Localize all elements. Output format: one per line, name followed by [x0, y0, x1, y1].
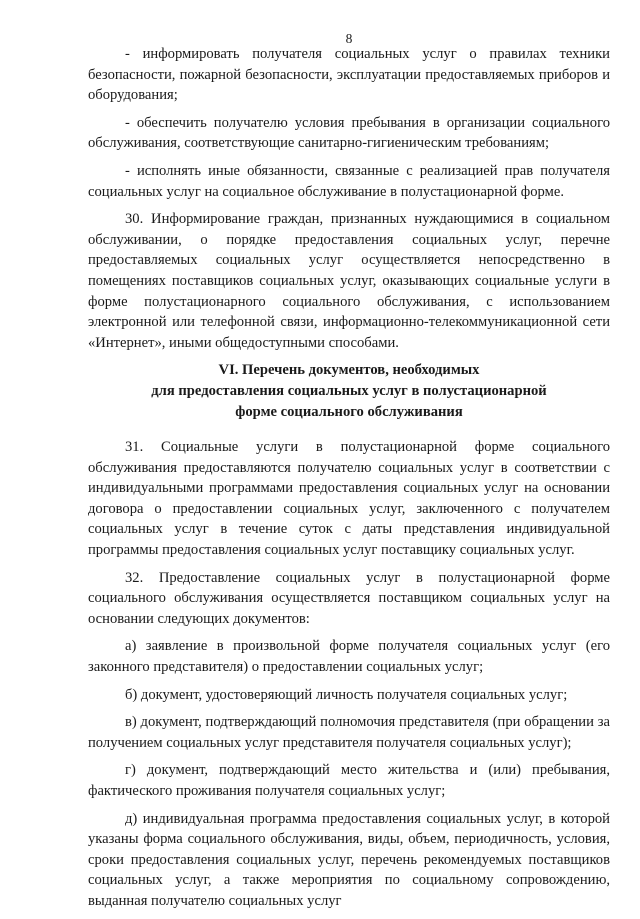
paragraph-30: 30. Информирование граждан, признанных нуждающимися в социальном обслуживании, о порядке предоставления социальных услуг, перечне предоставляемых социальных услуг осуществляется непосредственно в помещениях поставщиков социальных услуг, оказывающих социальные услуги в форме полустационарного социального обслуживания, с использованием электронной или телефонной связи, информационно-телекоммуникационной сети «Интернет», иными общедоступными способами. — [88, 211, 610, 351]
paragraph-ensure-conditions: - обеспечить получателю условия пребывания в организации социального обслуживания, соответствующие санитарно-гигиеническим требованиям; — [88, 114, 610, 152]
list-item-v: в) документ, подтверждающий полномочия представителя (при обращении за получением социальных услуг представителя получателя социальных услуг); — [88, 714, 610, 751]
document-body — [88, 44, 610, 919]
section-heading-line-1: VI. Перечень документов, необходимых — [218, 362, 480, 379]
paragraph-32: 32. Предоставление социальных услуг в полустационарной форме социального обслуживания осуществляется поставщиком социальных услуг на основании следующих документов: — [88, 569, 610, 627]
list-item-a: а) заявление в произвольной форме получателя социальных услуг (его законного представителя) о предоставлении социальных услуг; — [88, 638, 610, 676]
list-item-g: г) документ, подтверждающий место жительства и (или) пребывания, фактического проживания получателя социальных услуг; — [88, 762, 610, 799]
page-number: 8 — [345, 31, 353, 46]
section-heading-line-2: для предоставления социальных услуг в полустационарной — [151, 382, 547, 399]
section-heading — [88, 360, 610, 422]
section-heading-line-3: форме социального обслуживания — [235, 403, 463, 420]
paragraph-other-duties: - исполнять иные обязанности, связанные с реализацией прав получателя социальных услуг на социальное обслуживание в полустационарной форме. — [88, 162, 610, 200]
list-item-b: б) документ, удостоверяющий личность получателя социальных услуг; — [125, 686, 568, 703]
paragraph-inform-safety: - информировать получателя социальных услуг о правилах техники безопасности, пожарной безопасности, эксплуатации предоставляемых приборов и оборудования; — [88, 46, 610, 104]
list-item-d: д) индивидуальная программа предоставления социальных услуг, в которой указаны форма социального обслуживания, виды, объем, периодичность, условия, сроки предоставления социальных услуг, перечень рекомендуемых поставщиков социальных услуг, а также мероприятия по социальному сопровождению, выданная получателю социальных услуг — [88, 810, 610, 909]
paragraph-31: 31. Социальные услуги в полустационарной форме социального обслуживания предоставляются получателю социальных услуг в соответствии с индивидуальными программами предоставления социальных услуг на основании договора о предоставлении социальных услуг, заключенного с получателем социальных услуг в течение суток с даты представления индивидуальной программы предоставления социальных услуг поставщику социальных услуг. — [88, 439, 610, 559]
